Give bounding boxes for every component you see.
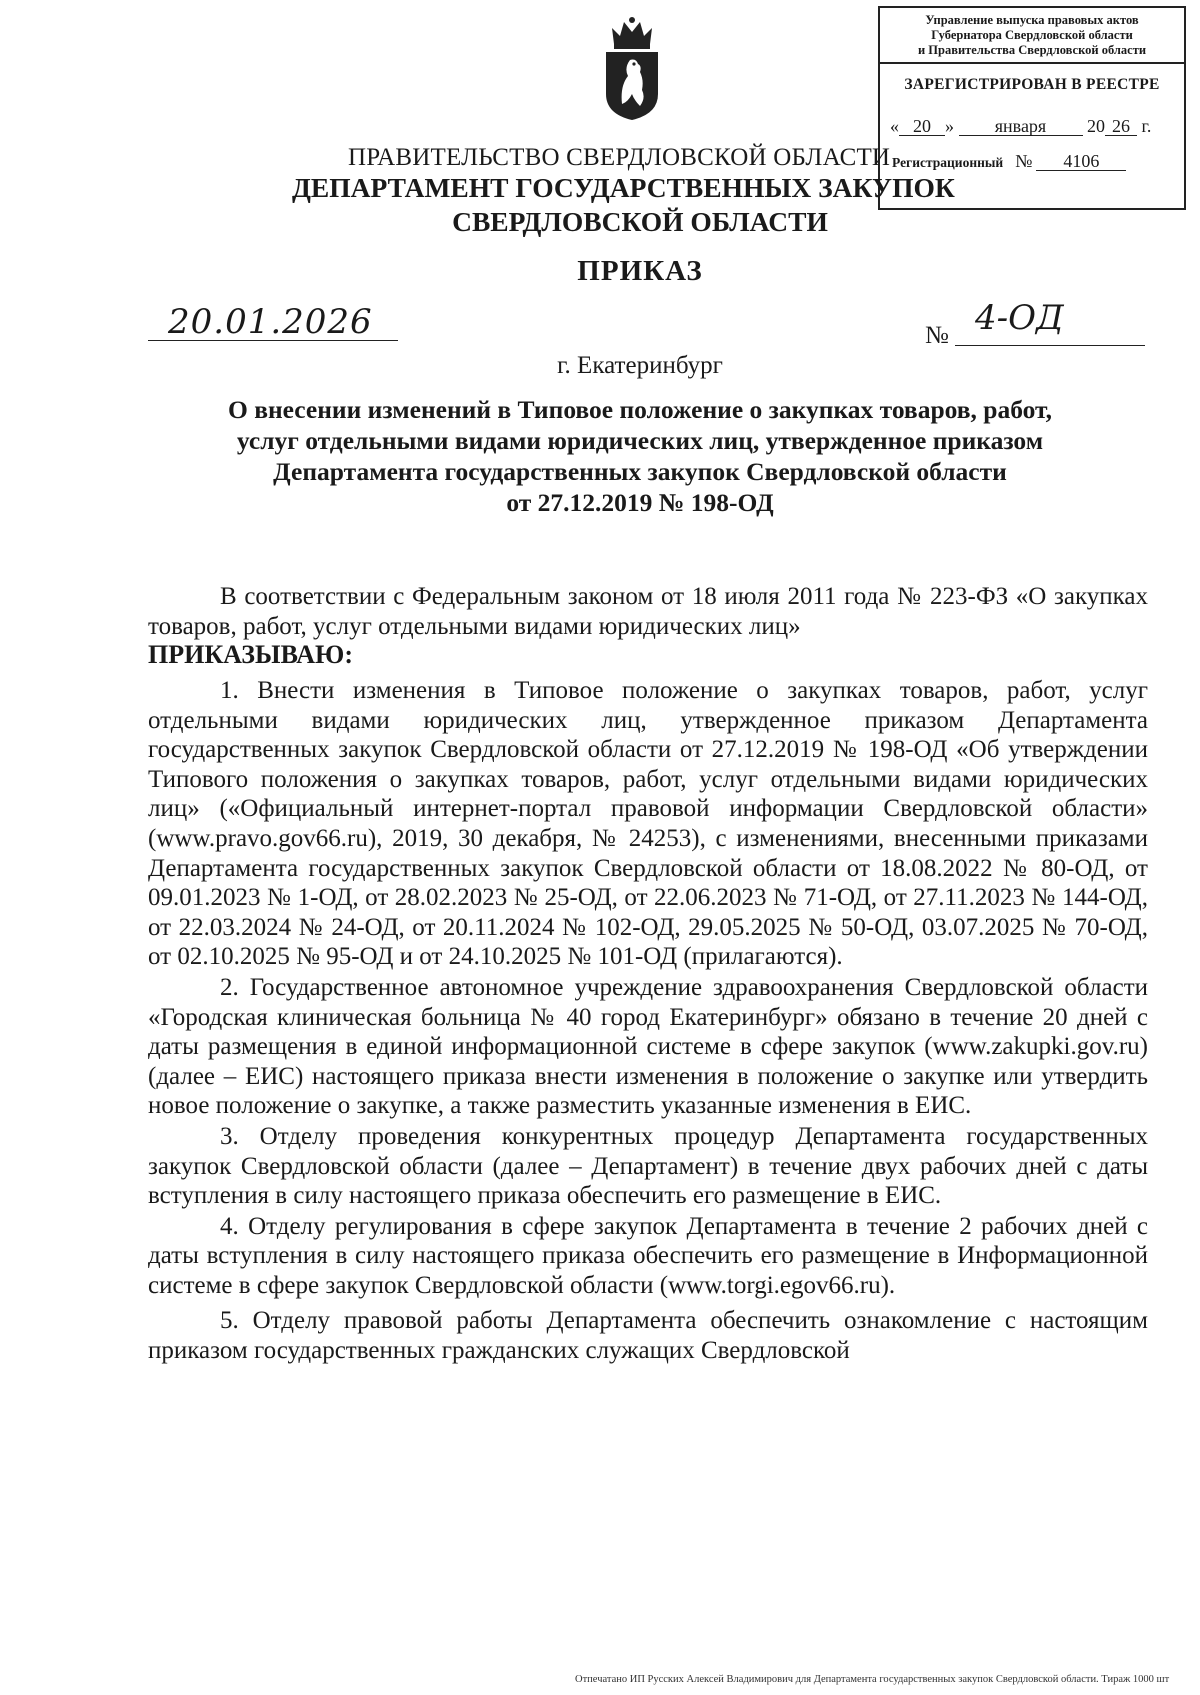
document-type-title: ПРИКАЗ: [577, 255, 703, 287]
order-item-4: 4. Отделу регулирования в сфере закупок Департамента в течение 2 рабочих дней с даты вступления в силу настоящего приказа обеспечить его размещение в Информационной системе в сфере закупок Свердловской области (www.torgi.egov66.ru).: [148, 1212, 1148, 1299]
title-line: О внесении изменений в Типовое положение о закупках товаров, работ,: [227, 395, 1053, 424]
stamp-org-line: Губернатора Свердловской области: [931, 28, 1133, 42]
date-underline: [148, 340, 398, 341]
stamp-date-suffix: г.: [1141, 116, 1152, 136]
stamp-registered-label: ЗАРЕГИСТРИРОВАН В РЕЕСТРЕ: [904, 76, 1160, 93]
stamp-organization: [880, 8, 1184, 64]
order-item-3: 3. Отделу проведения конкурентных процедур Департамента государственных закупок Свердловской области (далее – Департамент) в течение двух рабочих дней с даты вступления в силу настоящего приказа обеспечить его размещение в ЕИС.: [148, 1122, 1148, 1210]
city-of-issue: г. Екатеринбург: [557, 352, 723, 379]
stamp-date-year: 26: [1105, 117, 1137, 136]
coat-of-arms-emblem: [600, 14, 664, 122]
stamp-date-close: »: [945, 116, 954, 136]
stamp-date-month: января: [959, 117, 1083, 136]
number-underline: [955, 345, 1145, 346]
order-item-2: 2. Государственное автономное учреждение здравоохранения Свердловской области «Городская клиническая больница № 40 город Екатеринбург» обязано в течение 20 дней с даты размещения в единой информационной системе в сфере закупок (www.zakupki.gov.ru) (далее – ЕИС) настоящего приказа внести изменения в положение о закупке или утвердить новое положение о закупке, а также разместить указанные изменения в ЕИС.: [148, 973, 1148, 1120]
order-item-1: 1. Внести изменения в Типовое положение о закупках товаров, работ, услуг отдельными видами юридических лиц, утвержденное приказом Департамента государственных закупок Свердловской области от 27.12.2019 № 198-ОД «Об утверждении Типового положения о закупках товаров, работ, услуг отдельными видами юридических лиц» («Официальный интернет-портал правовой информации Свердловской области» (www.pravo.gov66.ru), 2019, 30 декабря, № 24253), с изменениями, внесенными приказами Департамента государственных закупок Свердловской области от 18.08.2022 № 80-ОД, от 09.01.2023 № 1-ОД, от 28.02.2023 № 25-ОД, от 22.06.2023 № 71-ОД, от 27.11.2023 № 144-ОД, от 22.03.2024 № 24-ОД, от 20.11.2024 № 102-ОД, 29.05.2025 № 50-ОД, 03.07.2025 № 70-ОД, от 02.10.2025 № 95-ОД и от 24.10.2025 № 101-ОД (прилагаются).: [148, 677, 1148, 971]
title-line: услуг отдельными видами юридических лиц, утвержденное приказом: [236, 426, 1044, 455]
stamp-registration-number: [880, 151, 1184, 172]
stamp-reg-label: Регистрационный: [892, 155, 1004, 170]
stamp-date-year-prefix: 20: [1087, 116, 1105, 136]
order-number-label: №: [925, 322, 949, 349]
order-title: [150, 394, 1130, 518]
order-items: [148, 676, 1148, 1367]
stamp-date-open: «: [890, 116, 899, 136]
stamp-reg-sign: №: [1015, 151, 1033, 171]
order-item-5: 5. Отделу правовой работы Департамента обеспечить ознакомление с настоящим приказом государственных гражданских служащих Свердловской: [148, 1307, 1148, 1365]
title-line: Департамента государственных закупок Свердловской области: [273, 457, 1007, 486]
stamp-date: [880, 116, 1184, 137]
printer-imprint: Отпечатано ИП Русских Алексей Владимирович для Департамента государственных закупок Свердловской области. Тираж 1000 шт: [575, 1674, 1170, 1685]
government-name: ПРАВИТЕЛЬСТВО СВЕРДЛОВСКОЙ ОБЛАСТИ: [348, 144, 891, 171]
department-name-line1: ДЕПАРТАМЕНТ ГОСУДАРСТВЕННЫХ ЗАКУПОК: [292, 172, 955, 203]
department-name-line2: СВЕРДЛОВСКОЙ ОБЛАСТИ: [452, 206, 828, 237]
order-number-handwritten: 4-ОД: [975, 298, 1064, 338]
stamp-org-line: и Правительства Свердловской области: [917, 43, 1147, 57]
title-line: от 27.12.2019 № 198-ОД: [506, 488, 774, 517]
preamble: [148, 582, 1148, 641]
preamble-text: В соответствии с Федеральным законом от 18 июля 2011 года № 223-ФЗ «О закупках товаров, работ, услуг отдельными видами юридических лиц»: [148, 583, 1148, 640]
stamp-reg-number: 4106: [1036, 152, 1126, 171]
order-date-handwritten: 20.01.2026: [168, 302, 373, 342]
stamp-date-day: 20: [899, 117, 945, 136]
stamp-org-line: Управление выпуска правовых актов: [925, 13, 1139, 27]
decree-word: ПРИКАЗЫВАЮ:: [148, 640, 353, 669]
